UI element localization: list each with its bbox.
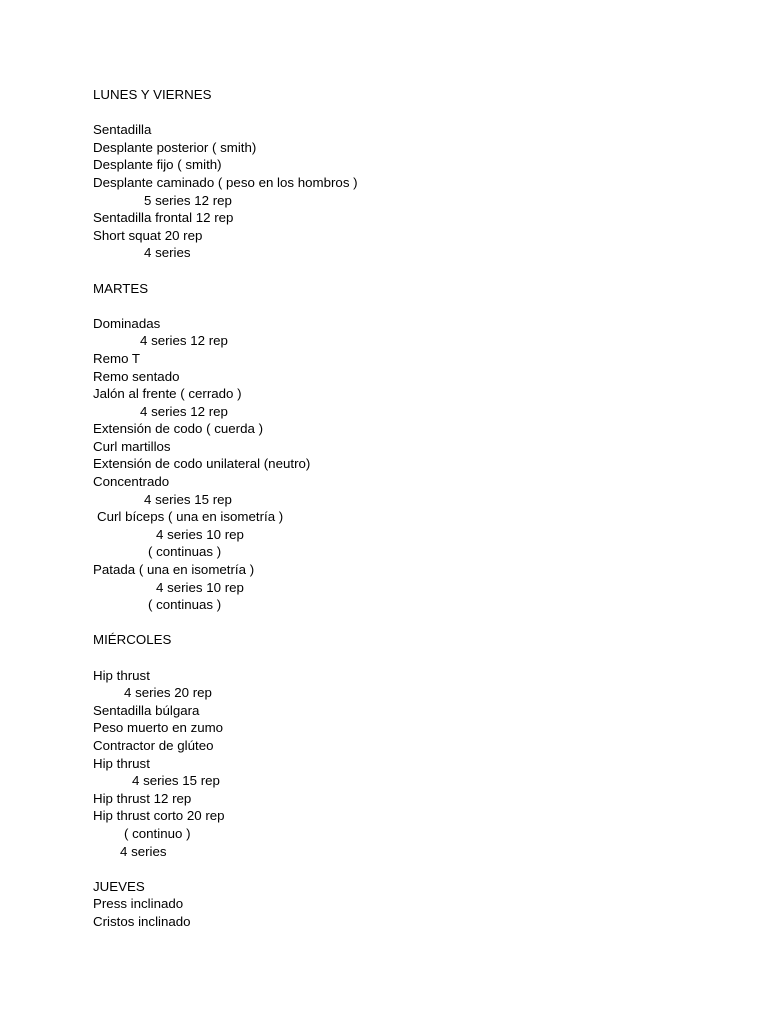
sets-line: 4 series xyxy=(120,843,167,859)
note-line: ( continuas ) xyxy=(148,597,222,613)
blank-line xyxy=(93,860,733,878)
exercise-line: Extensión de codo ( cuerda ) xyxy=(93,421,264,437)
exercise-line: Remo sentado xyxy=(93,368,180,384)
sets-line: 4 series 20 rep xyxy=(124,685,212,701)
exercise-line: Remo T xyxy=(93,350,141,366)
exercise-line: Hip thrust xyxy=(93,667,150,683)
blank-line xyxy=(93,262,733,280)
sets-line: 4 series 15 rep xyxy=(132,773,220,789)
exercise-line: Sentadilla xyxy=(93,122,152,138)
document-page xyxy=(93,86,733,931)
blank-line xyxy=(93,104,733,122)
sets-line: 4 series xyxy=(144,245,191,261)
sets-line: 4 series 12 rep xyxy=(140,333,228,349)
sets-line: 4 series 10 rep xyxy=(156,526,244,542)
blank-line xyxy=(93,614,733,632)
exercise-line: Desplante fijo ( smith) xyxy=(93,157,222,173)
exercise-line: Desplante posterior ( smith) xyxy=(93,139,257,155)
exercise-line: Cristos inclinado xyxy=(93,913,191,929)
exercise-line: Hip thrust corto 20 rep xyxy=(93,808,225,824)
blank-line xyxy=(93,649,733,667)
exercise-line: Curl bíceps ( una en isometría ) xyxy=(97,509,284,525)
exercise-line: Hip thrust xyxy=(93,755,150,771)
exercise-line: Jalón al frente ( cerrado ) xyxy=(93,386,242,402)
section-heading-tue: MARTES xyxy=(93,280,149,296)
exercise-line: Desplante caminado ( peso en los hombros ) xyxy=(93,174,358,190)
exercise-line: Sentadilla búlgara xyxy=(93,702,200,718)
exercise-line: Curl martillos xyxy=(93,438,171,454)
note-line: ( continuas ) xyxy=(148,544,222,560)
exercise-line: Patada ( una en isometría ) xyxy=(93,562,255,578)
exercise-line: Concentrado xyxy=(93,474,170,490)
exercise-line: Press inclinado xyxy=(93,896,184,912)
section-heading-mon-fri: LUNES Y VIERNES xyxy=(93,87,212,102)
sets-line: 4 series 12 rep xyxy=(140,403,228,419)
exercise-line: Short squat 20 rep xyxy=(93,227,203,243)
exercise-line: Hip thrust 12 rep xyxy=(93,790,192,806)
exercise-line: Extensión de codo unilateral (neutro) xyxy=(93,456,311,472)
sets-line: 5 series 12 rep xyxy=(144,192,232,208)
sets-line: 4 series 10 rep xyxy=(156,579,244,595)
note-line: ( continuo ) xyxy=(124,825,191,841)
sets-line: 4 series 15 rep xyxy=(144,491,232,507)
exercise-line: Contractor de glúteo xyxy=(93,737,214,753)
exercise-line: Sentadilla frontal 12 rep xyxy=(93,210,234,226)
blank-line xyxy=(93,297,733,315)
section-heading-wed: MIÉRCOLES xyxy=(93,632,172,648)
exercise-line: Dominadas xyxy=(93,315,161,331)
exercise-line: Peso muerto en zumo xyxy=(93,720,224,736)
section-heading-thu: JUEVES xyxy=(93,878,145,894)
